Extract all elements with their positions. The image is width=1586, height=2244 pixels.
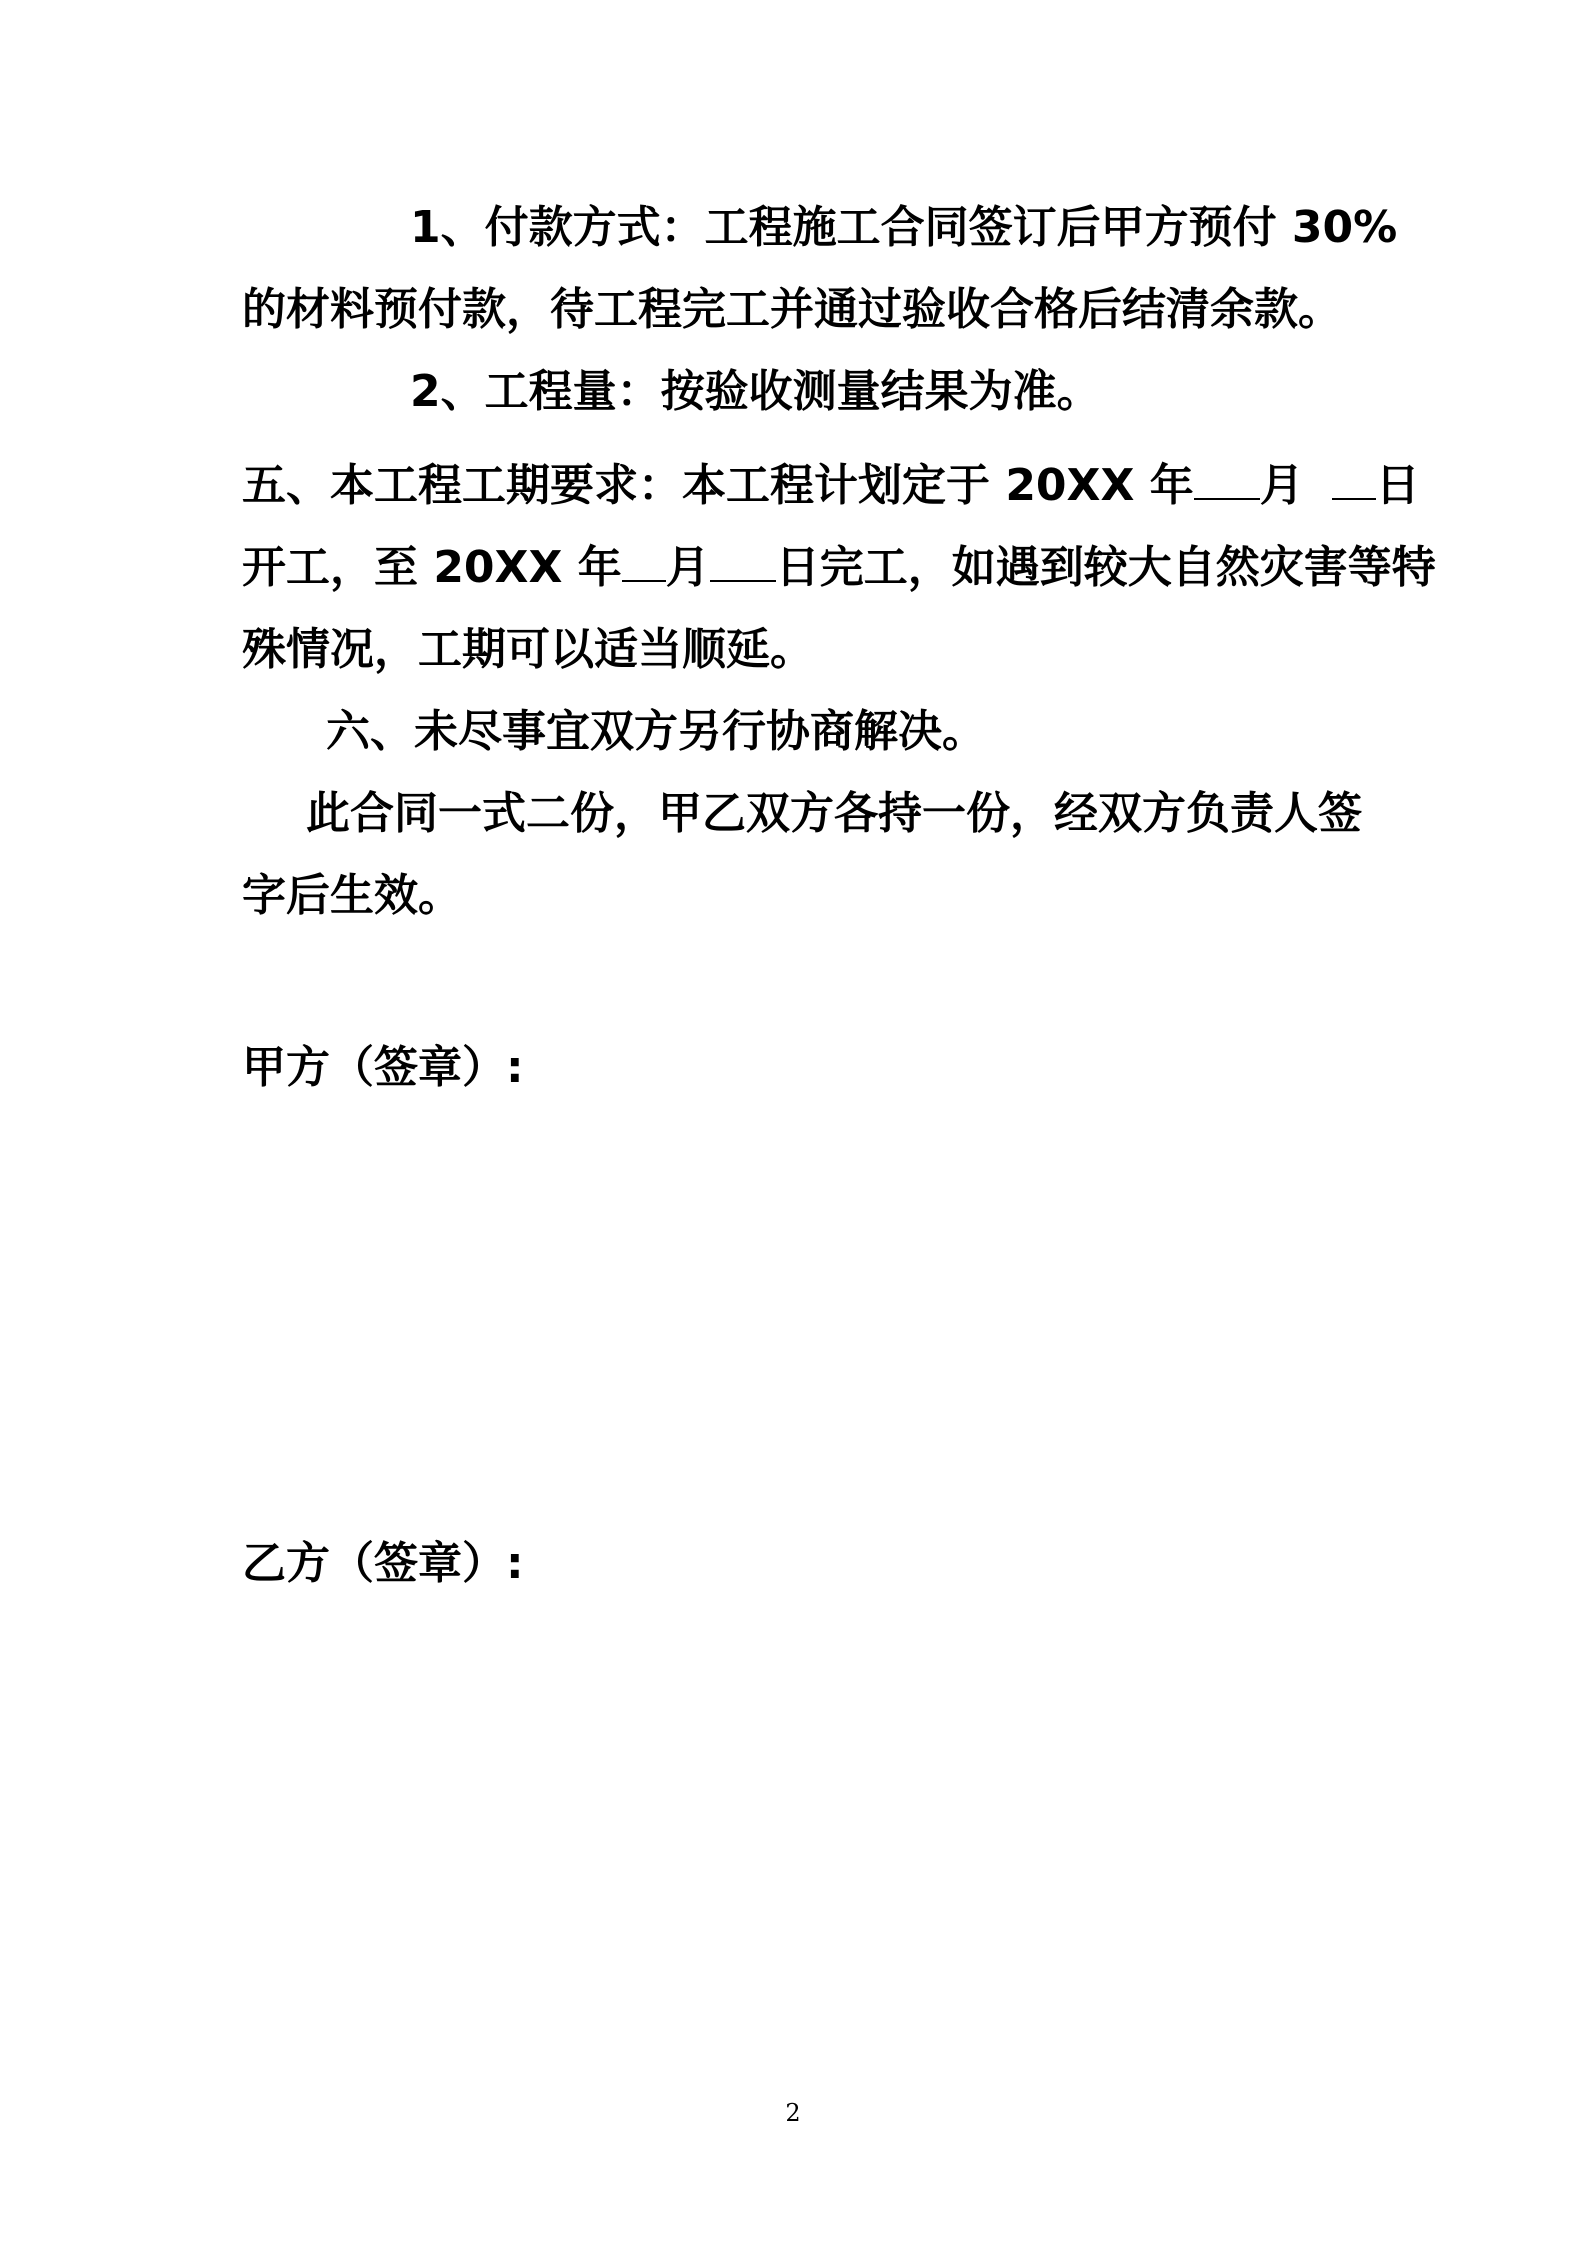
- schedule-line-1-text-a: 五、本工程工期要求：本工程计划定于 20XX 年: [242, 460, 1194, 511]
- payment-method-line-2: 的材料预付款，待工程完工并通过验收合格后结清余款。: [242, 284, 1342, 335]
- month-blank-2: [622, 538, 666, 582]
- payment-method-line-1: 1、付款方式：工程施工合同签订后甲方预付 30%: [410, 202, 1398, 253]
- copies-line-1: 此合同一式二份，甲乙双方各持一份，经双方负责人签: [306, 788, 1362, 839]
- schedule-line-2: [242, 538, 1436, 598]
- day-blank-2: [710, 538, 776, 582]
- schedule-line-1: [242, 456, 1420, 516]
- clause-six: 六、未尽事宜双方另行协商解决。: [326, 706, 986, 757]
- month-blank-1: [1194, 456, 1260, 500]
- day-blank-1: [1332, 456, 1376, 500]
- schedule-line-2-text-c: 日完工，如遇到较大自然灾害等特: [775, 542, 1436, 593]
- schedule-line-2-text-b: 月: [665, 542, 710, 593]
- schedule-line-1-text-c: 日: [1375, 460, 1420, 511]
- quantity-line: 2、工程量：按验收测量结果为准。: [410, 366, 1101, 417]
- page-number: 2: [785, 2099, 801, 2127]
- party-b-signature-label: 乙方（签章）:: [242, 1538, 524, 1589]
- schedule-line-2-text-a: 开工，至 20XX 年: [242, 542, 622, 593]
- copies-line-2: 字后生效。: [242, 870, 462, 921]
- schedule-line-1-text-b: 月: [1259, 460, 1304, 511]
- party-a-signature-label: 甲方（签章）:: [242, 1042, 524, 1093]
- schedule-line-3: 殊情况，工期可以适当顺延。: [242, 624, 814, 675]
